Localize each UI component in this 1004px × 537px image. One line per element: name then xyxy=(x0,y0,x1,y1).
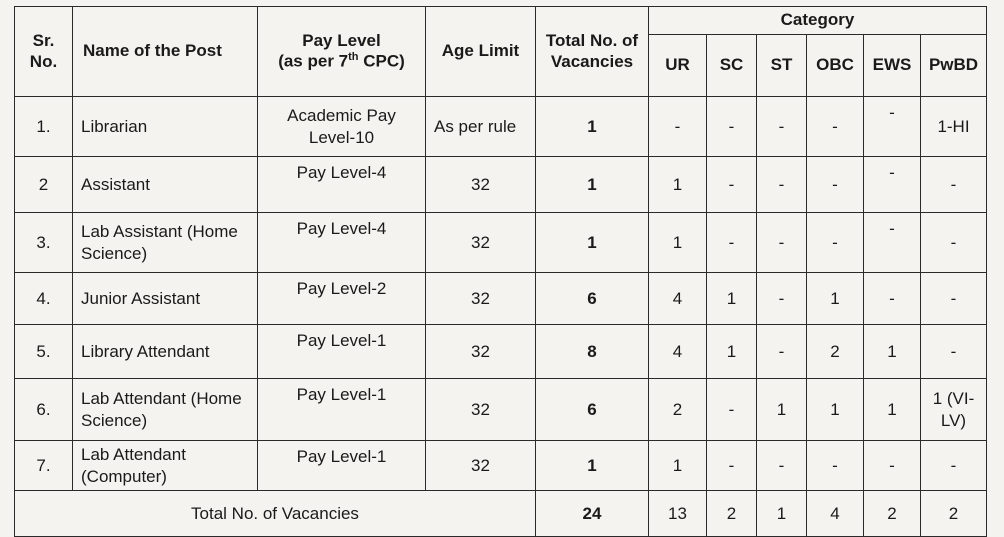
cell-sr: 3. xyxy=(15,213,73,273)
cell-post-name: Lab Attendant (Home Science) xyxy=(73,379,258,441)
cell-ews: - xyxy=(864,441,921,491)
cell-ews: - xyxy=(864,273,921,325)
cell-pwbd: - xyxy=(921,325,987,379)
cell-pwbd: - xyxy=(921,157,987,213)
cell-total: 1 xyxy=(536,213,649,273)
header-category-ews: EWS xyxy=(864,35,921,97)
cell-st: 1 xyxy=(757,379,807,441)
totals-row xyxy=(15,491,987,537)
cell-obc: 2 xyxy=(807,325,864,379)
header-category-pwbd: PwBD xyxy=(921,35,987,97)
cell-pay-level: Pay Level-4 xyxy=(258,213,426,273)
cell-post-name: Lab Attendant (Computer) xyxy=(73,441,258,491)
cell-sr: 7. xyxy=(15,441,73,491)
cell-pay-level: Pay Level-2 xyxy=(258,273,426,325)
cell-sc: - xyxy=(707,97,757,157)
cell-st: - xyxy=(757,157,807,213)
header-pay-level xyxy=(258,7,426,97)
header-age-limit: Age Limit xyxy=(426,7,536,97)
cell-pwbd: - xyxy=(921,441,987,491)
cell-age-limit: As per rule xyxy=(426,97,536,157)
cell-ews: - xyxy=(864,157,921,213)
cell-obc: 1 xyxy=(807,273,864,325)
cell-sc: - xyxy=(707,157,757,213)
cell-sc: - xyxy=(707,213,757,273)
cell-total: 1 xyxy=(536,157,649,213)
table-row xyxy=(15,157,987,213)
cell-ews: - xyxy=(864,97,921,157)
cell-age-limit: 32 xyxy=(426,157,536,213)
cell-sr: 4. xyxy=(15,273,73,325)
cell-ur: - xyxy=(649,97,707,157)
cell-ur: 4 xyxy=(649,273,707,325)
cell-pay-level: Academic Pay Level-10 xyxy=(258,97,426,157)
cell-sc: 1 xyxy=(707,273,757,325)
cell-ews: - xyxy=(864,213,921,273)
cell-st: - xyxy=(757,273,807,325)
cell-pwbd: - xyxy=(921,213,987,273)
table-row xyxy=(15,379,987,441)
cell-post-name: Junior Assistant xyxy=(73,273,258,325)
cell-obc: - xyxy=(807,157,864,213)
cell-age-limit: 32 xyxy=(426,379,536,441)
cell-age-limit: 32 xyxy=(426,325,536,379)
cell-ews: 1 xyxy=(864,379,921,441)
header-pay-level-title: Pay Level xyxy=(302,30,381,50)
header-category: Category xyxy=(649,7,987,35)
cell-ur: 1 xyxy=(649,441,707,491)
cell-sr: 6. xyxy=(15,379,73,441)
totals-pwbd: 2 xyxy=(921,491,987,537)
cell-obc: - xyxy=(807,441,864,491)
cell-total: 8 xyxy=(536,325,649,379)
cell-total: 1 xyxy=(536,441,649,491)
cell-age-limit: 32 xyxy=(426,441,536,491)
table-row xyxy=(15,273,987,325)
cell-ews: 1 xyxy=(864,325,921,379)
totals-obc: 4 xyxy=(807,491,864,537)
cell-pay-level: Pay Level-1 xyxy=(258,441,426,491)
cell-pay-level: Pay Level-1 xyxy=(258,379,426,441)
cell-st: - xyxy=(757,213,807,273)
header-total-vacancies: Total No. of Vacancies xyxy=(536,7,649,97)
cell-ur: 1 xyxy=(649,157,707,213)
cell-ur: 1 xyxy=(649,213,707,273)
cell-total: 6 xyxy=(536,273,649,325)
cell-sr: 1. xyxy=(15,97,73,157)
cell-sr: 2 xyxy=(15,157,73,213)
header-sr-no: Sr. No. xyxy=(15,7,73,97)
totals-st: 1 xyxy=(757,491,807,537)
cell-pwbd: - xyxy=(921,273,987,325)
header-category-st: ST xyxy=(757,35,807,97)
cell-st: - xyxy=(757,325,807,379)
cell-post-name: Lab Assistant (Home Science) xyxy=(73,213,258,273)
cell-obc: - xyxy=(807,97,864,157)
cell-sc: 1 xyxy=(707,325,757,379)
cell-post-name: Librarian xyxy=(73,97,258,157)
header-category-ur: UR xyxy=(649,35,707,97)
cell-st: - xyxy=(757,441,807,491)
cell-obc: - xyxy=(807,213,864,273)
cell-pwbd: 1 (VI-LV) xyxy=(921,379,987,441)
table-row xyxy=(15,97,987,157)
cell-sc: - xyxy=(707,441,757,491)
header-category-obc: OBC xyxy=(807,35,864,97)
table-row xyxy=(15,213,987,273)
totals-sc: 2 xyxy=(707,491,757,537)
totals-ews: 2 xyxy=(864,491,921,537)
cell-pay-level: Pay Level-1 xyxy=(258,325,426,379)
cell-age-limit: 32 xyxy=(426,273,536,325)
header-category-sc: SC xyxy=(707,35,757,97)
cell-pwbd: 1-HI xyxy=(921,97,987,157)
cell-ur: 4 xyxy=(649,325,707,379)
cell-post-name: Library Attendant xyxy=(73,325,258,379)
header-pay-level-tail: CPC) xyxy=(358,51,405,71)
cell-st: - xyxy=(757,97,807,157)
cell-total: 6 xyxy=(536,379,649,441)
totals-total: 24 xyxy=(536,491,649,537)
cell-sc: - xyxy=(707,379,757,441)
header-pay-level-sub: (as per 7 xyxy=(278,51,349,71)
cell-sr: 5. xyxy=(15,325,73,379)
totals-label: Total No. of Vacancies xyxy=(15,491,536,537)
table-row xyxy=(15,441,987,491)
table-row xyxy=(15,325,987,379)
header-pay-level-sup: th xyxy=(348,51,359,64)
cell-ur: 2 xyxy=(649,379,707,441)
header-post-name: Name of the Post xyxy=(73,7,258,97)
totals-ur: 13 xyxy=(649,491,707,537)
cell-pay-level: Pay Level-4 xyxy=(258,157,426,213)
cell-obc: 1 xyxy=(807,379,864,441)
vacancy-table xyxy=(14,6,987,537)
cell-total: 1 xyxy=(536,97,649,157)
cell-age-limit: 32 xyxy=(426,213,536,273)
cell-post-name: Assistant xyxy=(73,157,258,213)
